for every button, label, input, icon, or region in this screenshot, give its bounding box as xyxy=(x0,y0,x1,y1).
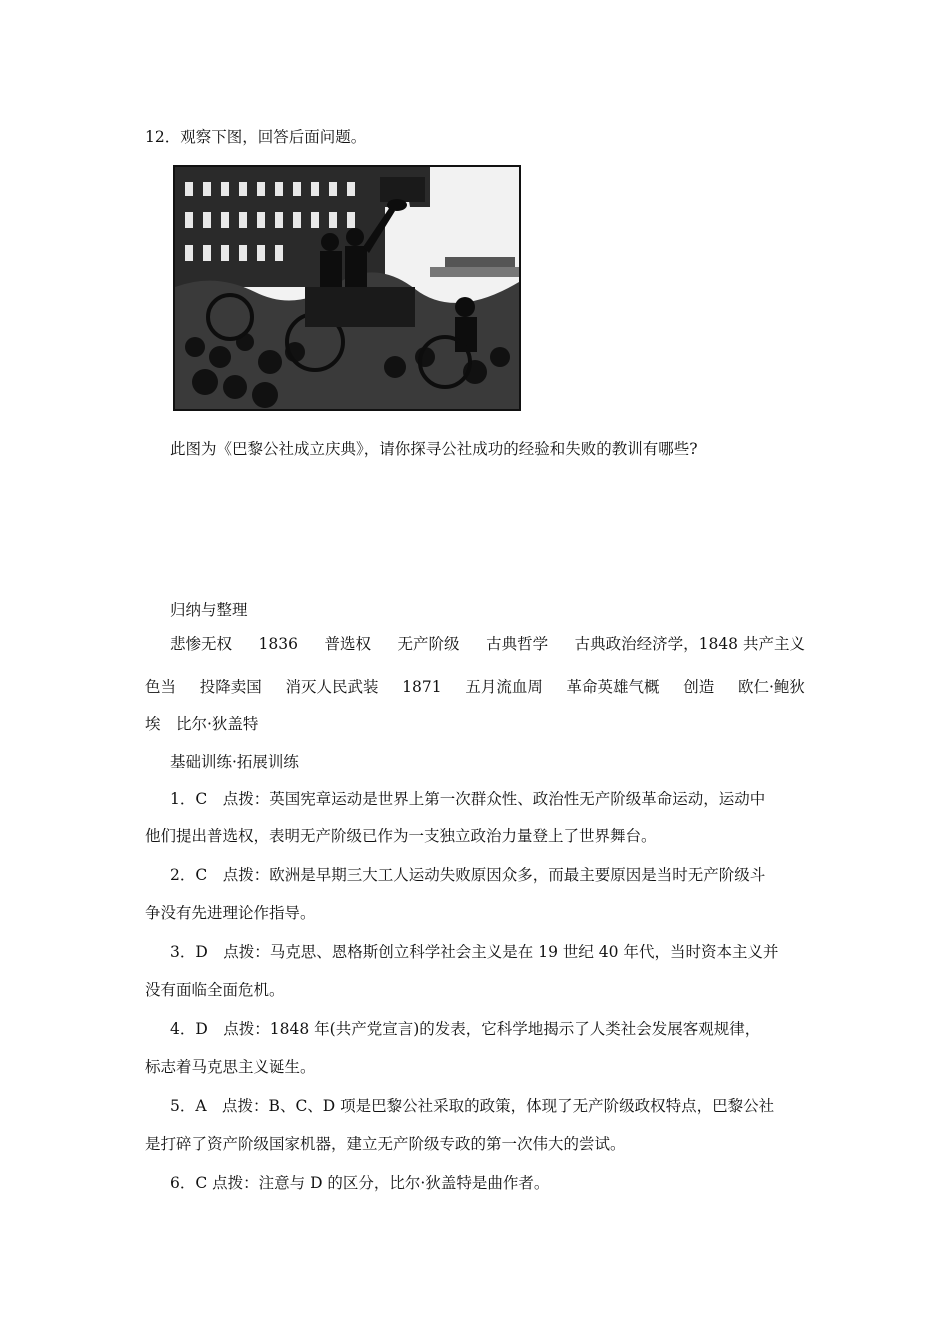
summary-term: 古典政治经济学，1848 共产主义 xyxy=(574,635,805,653)
summary-title: 归纳与整理 xyxy=(170,601,248,619)
answer-2-line-2: 争没有先进理论作指导。 xyxy=(145,904,316,922)
training-title: 基础训练·拓展训练 xyxy=(170,753,299,771)
summary-term: 五月流血周 xyxy=(465,678,543,696)
answer-1-line-1: 1．C 点拨：英国宪章运动是世界上第一次群众性、政治性无产阶级革命运动，运动中 xyxy=(170,790,766,808)
answer-2-line-1: 2．C 点拨：欧洲是早期三大工人运动失败原因众多，而最主要原因是当时无产阶级斗 xyxy=(170,866,766,884)
answer-1-line-2: 他们提出普选权，表明无产阶级已作为一支独立政治力量登上了世界舞台。 xyxy=(145,827,657,845)
summary-row-1 xyxy=(170,634,805,654)
answer-3-line-2: 没有面临全面危机。 xyxy=(145,981,285,999)
summary-term: 投降卖国 xyxy=(199,678,262,696)
question-prompt: 此图为《巴黎公社成立庆典》，请你探寻公社成功的经验和失败的教训有哪些? xyxy=(170,440,698,458)
summary-term: 普选权 xyxy=(324,635,372,653)
summary-term: 欧仁·鲍狄 xyxy=(737,678,805,696)
answer-5-line-2: 是打碎了资产阶级国家机器，建立无产阶级专政的第一次伟大的尝试。 xyxy=(145,1135,626,1153)
summary-term: 悲惨无权 xyxy=(170,635,233,653)
answer-3-line-1: 3．D 点拨：马克思、恩格斯创立科学社会主义是在 19 世纪 40 年代，当时资本主义并 xyxy=(170,943,779,961)
summary-term: 革命英雄气概 xyxy=(566,678,660,696)
summary-row-3: 埃 比尔·狄盖特 xyxy=(145,715,259,733)
answer-6-line-1: 6．C 点拨：注意与 D 的区分，比尔·狄盖特是曲作者。 xyxy=(170,1174,550,1192)
summary-term: 无产阶级 xyxy=(397,635,460,653)
summary-term: 消灭人民武装 xyxy=(285,678,379,696)
question-heading: 12．观察下图，回答后面问题。 xyxy=(145,128,367,146)
summary-term: 色当 xyxy=(145,678,177,696)
summary-term: 1836 xyxy=(258,635,298,653)
answer-5-line-1: 5．A 点拨：B、C、D 项是巴黎公社采取的政策，体现了无产阶级政权特点，巴黎公社 xyxy=(170,1097,775,1115)
answer-4-line-1: 4．D 点拨：1848 年(共产党宣言)的发表，它科学地揭示了人类社会发展客观规律， xyxy=(170,1020,761,1038)
paris-commune-celebration-photo xyxy=(173,165,521,411)
answer-4-line-2: 标志着马克思主义诞生。 xyxy=(145,1058,316,1076)
summary-term: 古典哲学 xyxy=(486,635,549,653)
summary-row-2 xyxy=(145,677,805,697)
summary-term: 创造 xyxy=(683,678,715,696)
summary-term: 1871 xyxy=(402,678,442,696)
